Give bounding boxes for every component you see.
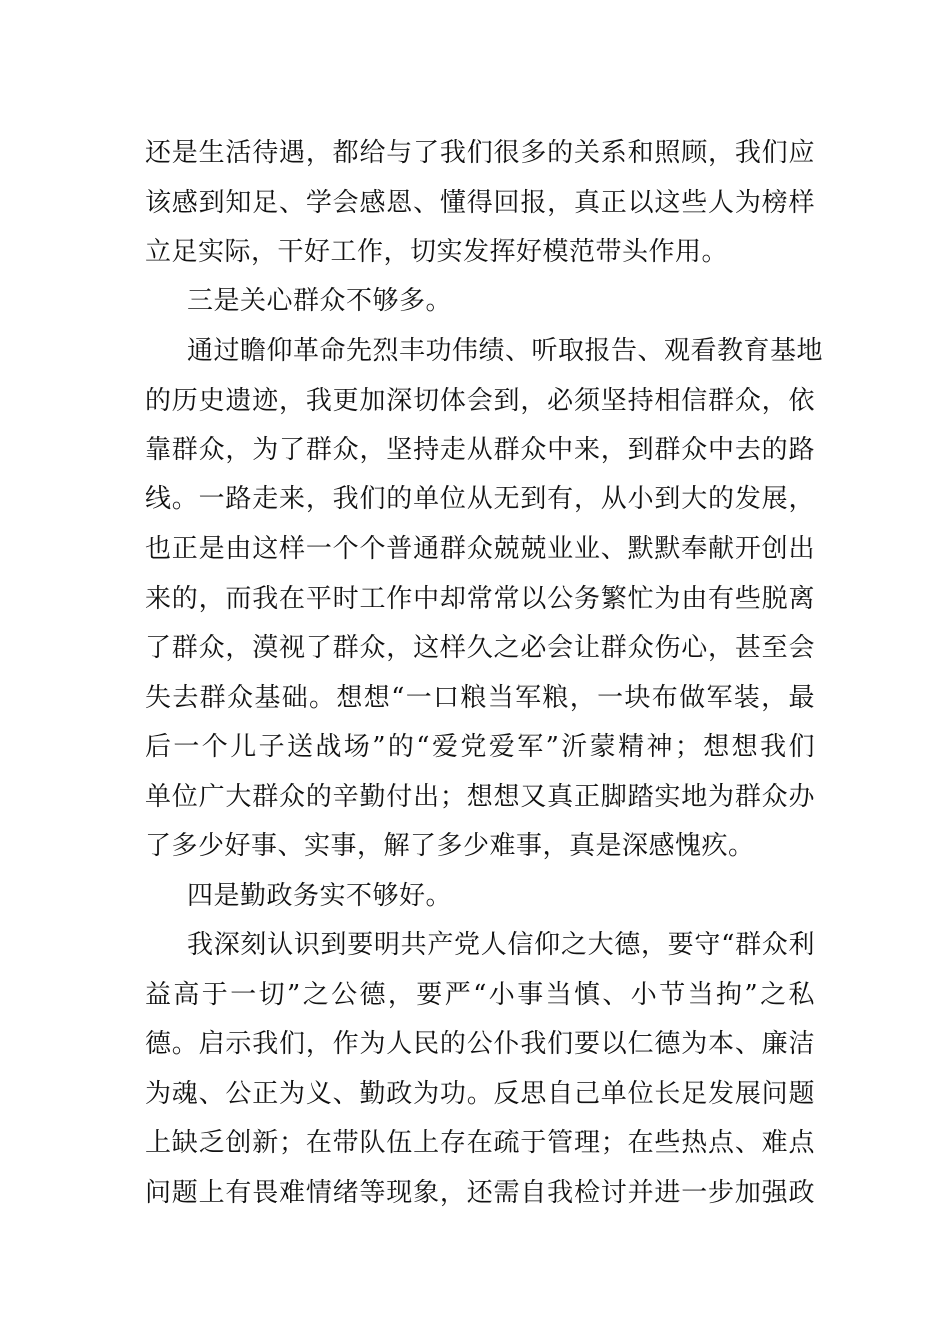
body-text-line: 线。一路走来，我们的单位从无到有，从小到大的发展， <box>145 484 815 514</box>
section-heading-4: 四是勤政务实不够好。 <box>187 881 453 911</box>
body-text-line: 靠群众，为了群众，坚持走从群众中来，到群众中去的路 <box>145 435 815 465</box>
body-text-line: 益高于一切”之公德，要严“小事当慎、小节当拘”之私 <box>145 980 815 1010</box>
body-text-line: 了群众，漠视了群众，这样久之必会让群众伤心，甚至会 <box>145 633 815 663</box>
body-text-line: 也正是由这样一个个普通群众兢兢业业、默默奉献开创出 <box>145 534 815 564</box>
body-text-line: 该感到知足、学会感恩、懂得回报，真正以这些人为榜样 <box>145 188 815 218</box>
body-text-line: 立足实际，干好工作，切实发挥好模范带头作用。 <box>145 237 729 267</box>
body-text-line: 单位广大群众的辛勤付出；想想又真正脚踏实地为群众办 <box>145 782 815 812</box>
body-text-line: 失去群众基础。想想“一口粮当军粮，一块布做军装，最 <box>145 683 815 713</box>
body-text-line: 了多少好事、实事，解了多少难事，真是深感愧疚。 <box>145 831 755 861</box>
body-text-line: 为魂、公正为义、勤政为功。反思自己单位长足发展问题 <box>145 1079 815 1109</box>
body-text-line: 来的，而我在平时工作中却常常以公务繁忙为由有些脱离 <box>145 584 815 614</box>
body-text-line: 上缺乏创新；在带队伍上存在疏于管理；在些热点、难点 <box>145 1128 815 1158</box>
body-text-line: 的历史遗迹，我更加深切体会到，必须坚持相信群众，依 <box>145 386 815 416</box>
body-text-line: 通过瞻仰革命先烈丰功伟绩、听取报告、观看教育基地 <box>187 336 824 366</box>
body-text-line: 我深刻认识到要明共产党人信仰之大德，要守“群众利 <box>187 930 815 960</box>
body-text-line: 后一个儿子送战场”的“爱党爱军”沂蒙精神；想想我们 <box>145 732 815 762</box>
body-text-line: 问题上有畏难情绪等现象，还需自我检讨并进一步加强政 <box>145 1178 815 1208</box>
section-heading-3: 三是关心群众不够多。 <box>187 286 453 316</box>
body-text-line: 还是生活待遇，都给与了我们很多的关系和照顾，我们应 <box>145 138 815 168</box>
body-text-line: 德。启示我们，作为人民的公仆我们要以仁德为本、廉洁 <box>145 1029 815 1059</box>
